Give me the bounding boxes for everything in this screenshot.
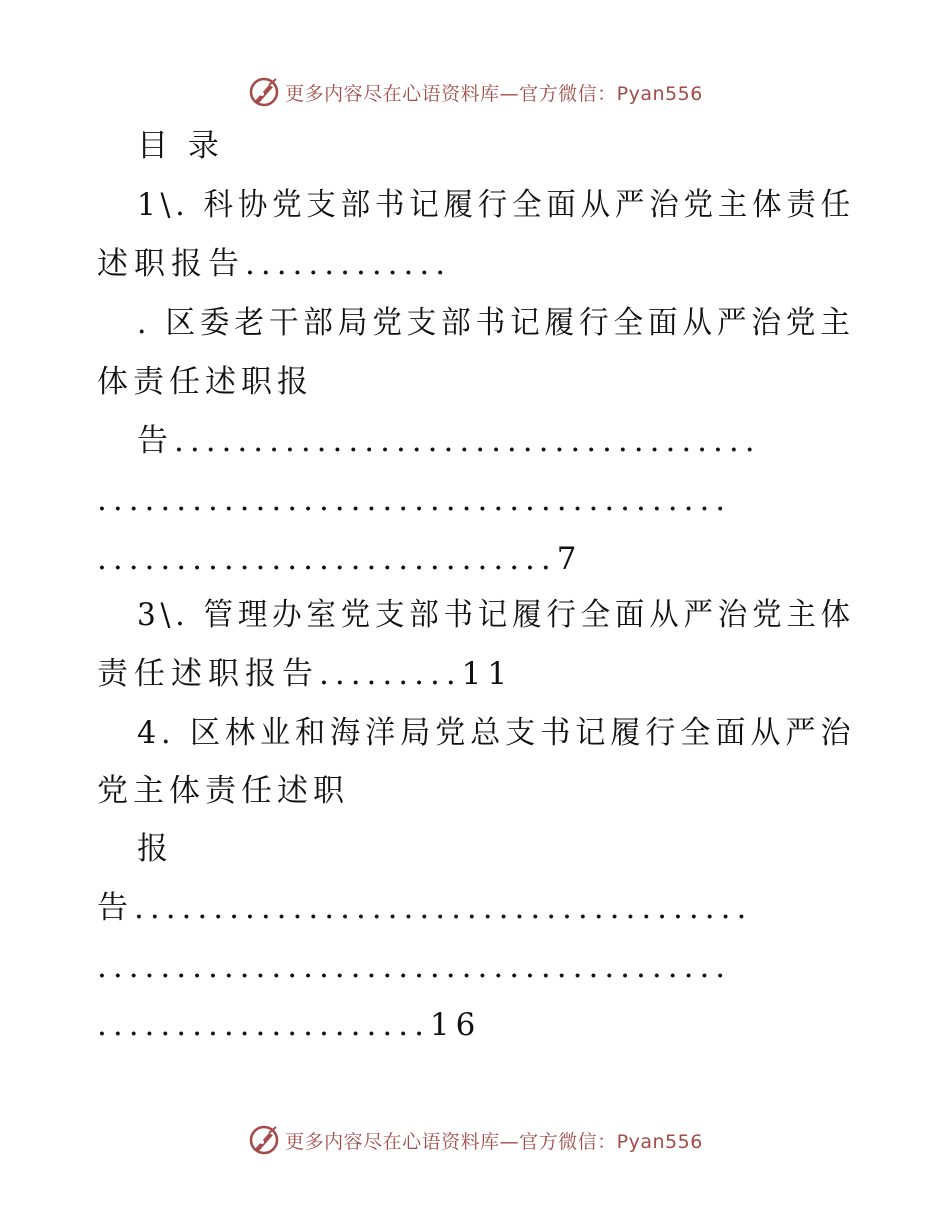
toc-line-2: 述职报告............. [97, 246, 452, 282]
toc-line-5: 告..................................... [137, 423, 761, 459]
toc-line-12: 报 [137, 831, 173, 867]
toc-line-8: 3\. 管理办室党支部书记履行全面从严治党主体 [137, 597, 855, 633]
quill-pen-logo-icon [247, 75, 281, 109]
toc-title: 目 录 [137, 128, 224, 164]
watermark-text: 更多内容尽在心语资料库—官方微信：Pyan556 [285, 82, 703, 105]
quill-pen-logo-icon [247, 1123, 281, 1157]
toc-line-3: . 区委老干部局党支部书记履行全面从严治党主 [137, 305, 855, 341]
toc-line-6: ........................................ [97, 482, 732, 518]
toc-line-13: 告....................................... [97, 890, 753, 926]
toc-line-14: ........................................ [97, 949, 732, 985]
header-watermark [0, 72, 950, 112]
toc-line-1: 1\. 科协党支部书记履行全面从严治党主体责任 [137, 187, 855, 223]
footer-watermark [0, 1120, 950, 1160]
toc-line-9: 责任述职报告.........11 [97, 656, 514, 692]
toc-line-15: .....................16 [97, 1007, 482, 1043]
watermark-text: 更多内容尽在心语资料库—官方微信：Pyan556 [285, 1130, 703, 1153]
toc-line-7: .............................7 [97, 541, 583, 577]
toc-line-10: 4. 区林业和海洋局党总支书记履行全面从严治 [137, 715, 856, 751]
toc-line-11: 党主体责任述职 [97, 773, 349, 809]
toc-line-4: 体责任述职报 [97, 364, 313, 400]
